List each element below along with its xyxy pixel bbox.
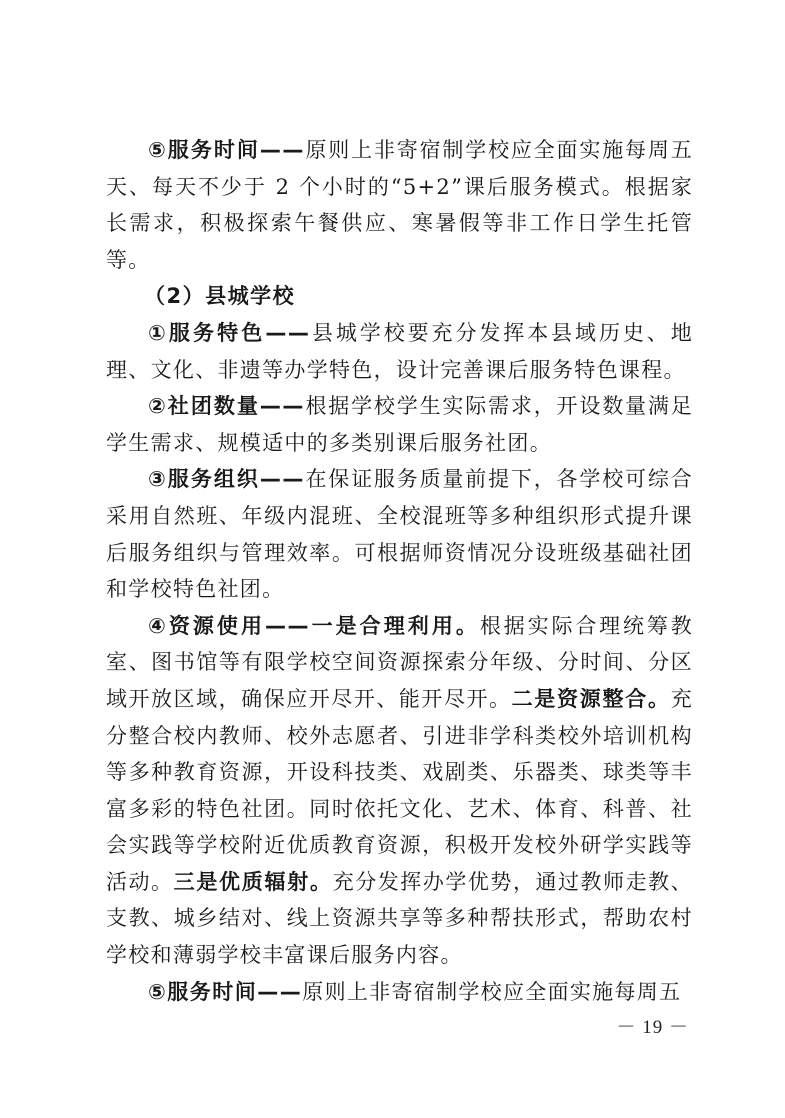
subpoint-title: 一是合理利用。 <box>310 613 480 638</box>
paragraph-service-organization <box>106 461 693 607</box>
item-body: 原则上非寄宿制学校应全面实施每周五 <box>302 979 682 1004</box>
paragraph-service-feature <box>106 315 693 388</box>
subpoint-title: 三是优质辐射。 <box>173 869 333 894</box>
item-body: 根据学校学生实际需求，开设数量满足学生需求、规模适中的多类别课后服务社团。 <box>106 394 693 455</box>
body-text <box>106 132 693 1010</box>
subpoint-body: 充分发挥办学优势，通过教师走教、支教、城乡结对、线上资源共享等多种帮扶形式，帮助农村学校和薄弱学校丰富课后服务内容。 <box>106 869 693 968</box>
item-lead: ①服务特色—— <box>148 320 311 345</box>
section-heading: （2）县城学校 <box>144 284 296 309</box>
item-body: 原则上非寄宿制学校应全面实施每周五天、每天不少于 2 个小时的“5+2”课后服务模式。根据家长需求，积极探索午餐供应、寒暑假等非工作日学生托管等。 <box>106 138 693 272</box>
paragraph-club-count <box>106 388 693 461</box>
subpoint-body: 充分整合校内教师、校外志愿者、引进非学科类校外培训机构等多种教育资源，开设科技类、戏剧类、乐器类、球类等丰富多彩的特色社团。同时依托文化、艺术、体育、科普、社会实践等学校附近优质教育资源，积极开发校外研学实践等活动。 <box>106 686 693 894</box>
page-number: － 19 － <box>616 1017 689 1038</box>
paragraph-service-time-continued <box>106 974 693 1011</box>
paragraph-service-time <box>106 132 693 278</box>
subpoint-title: 二是资源整合。 <box>511 686 671 711</box>
item-body: 县城学校要充分发挥本县域历史、地理、文化、非遗等办学特色，设计完善课后服务特色课程。 <box>106 320 693 382</box>
item-lead: ④资源使用—— <box>148 613 311 638</box>
item-lead: ⑤服务时间—— <box>148 138 305 162</box>
item-lead: ③服务组织—— <box>148 467 305 492</box>
item-lead: ⑤服务时间—— <box>148 979 303 1004</box>
item-lead: ②社团数量—— <box>148 394 305 419</box>
paragraph-resource-use <box>106 608 693 974</box>
item-body: 在保证服务质量前提下，各学校可综合采用自然班、年级内混班、全校混班等多种组织形式提升课后服务组织与管理效率。可根据师资情况分设班级基础社团和学校特色社团。 <box>106 467 693 602</box>
subpoint-body: 根据实际合理统筹教室、图书馆等有限学校空间资源探索分年级、分时间、分区域开放区域，确保应开尽开、能开尽开。 <box>106 613 694 711</box>
